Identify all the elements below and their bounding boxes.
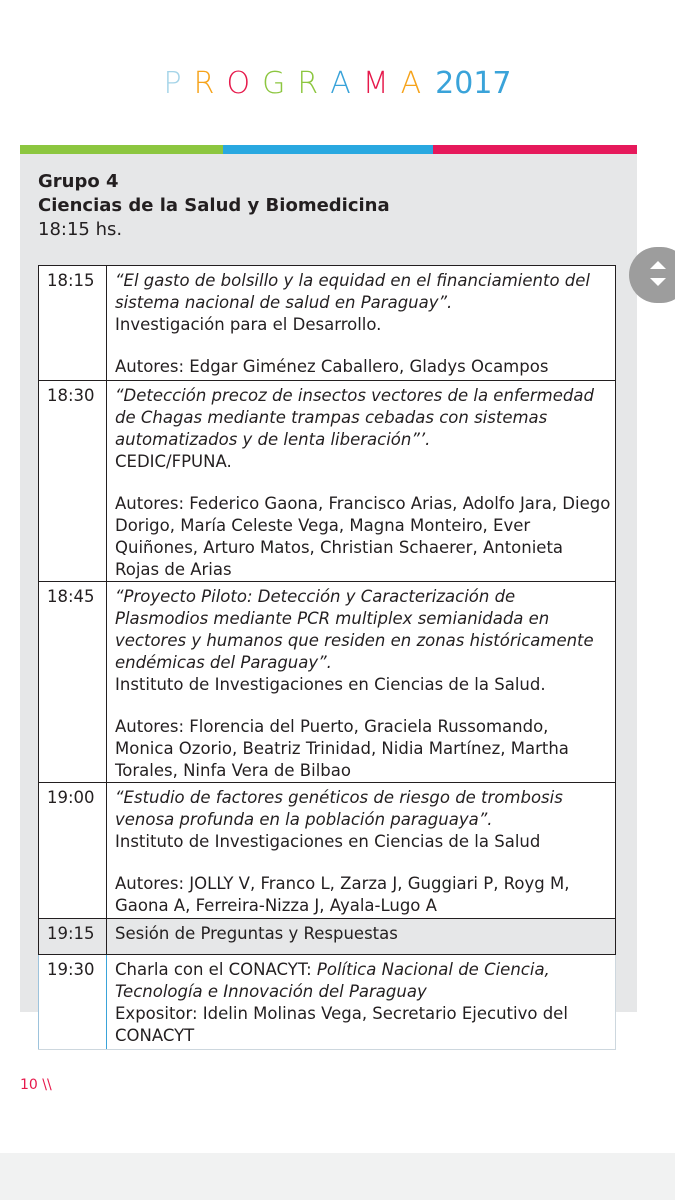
color-bar: [20, 145, 637, 154]
group-label: Grupo 4: [38, 171, 119, 192]
group-time: 18:15 hs.: [38, 219, 123, 240]
session-title: “Estudio de factores genéticos de riesgo de trombosis venosa profunda en la población paraguaya”.: [115, 788, 563, 829]
header-letter: A: [330, 66, 351, 101]
color-bar-pink: [433, 145, 637, 154]
session-time: 18:30: [39, 381, 107, 582]
header-letter: R: [297, 66, 319, 101]
header-letter: O: [226, 66, 251, 101]
session-time: 19:00: [39, 783, 107, 919]
chevron-up-icon[interactable]: [650, 261, 666, 269]
session-authors: [115, 716, 611, 782]
session-body: [107, 266, 616, 381]
session-org: CEDIC/FPUNA.: [115, 452, 232, 471]
session-row: [39, 783, 616, 919]
session-body: [107, 783, 616, 919]
header-letter: R: [193, 66, 215, 101]
talk-body: [107, 955, 616, 1050]
program-header: [0, 66, 675, 101]
session-time: 18:45: [39, 582, 107, 783]
qa-text: Sesión de Preguntas y Respuestas: [107, 919, 616, 955]
session-org: Instituto de Investigaciones en Ciencias de la Salud.: [115, 675, 546, 694]
header-year: 2017: [435, 66, 512, 101]
session-body: [107, 381, 616, 582]
page-number: 10 \\: [20, 1077, 52, 1093]
authors-list: Federico Gaona, Francisco Arias, Adolfo Jara, Diego Dorigo, María Celeste Vega, Magna Monteiro, Ever Quiñones, Arturo Matos, Christian Schaerer, Antonieta Rojas de Arias: [115, 494, 611, 579]
authors-label: Autores:: [115, 717, 185, 736]
authors-list: JOLLY V, Franco L, Zarza J, Guggiari P, Royg M, Gaona A, Ferreira-Nizza J, Ayala-Lugo A: [115, 874, 570, 915]
talk-speaker: Expositor: Idelin Molinas Vega, Secretario Ejecutivo del CONACYT: [115, 1004, 568, 1045]
footer-band: [0, 1153, 675, 1200]
authors-label: Autores:: [115, 357, 185, 376]
session-body: [107, 582, 616, 783]
color-bar-green: [20, 145, 223, 154]
authors-label: Autores:: [115, 874, 185, 893]
authors-list: Edgar Giménez Caballero, Gladys Ocampos: [184, 357, 549, 376]
header-letter: G: [262, 66, 286, 101]
session-title: “El gasto de bolsillo y la equidad en el financiamiento del sistema nacional de salud en Paraguay”.: [115, 271, 590, 312]
talk-time: 19:30: [39, 955, 107, 1050]
authors-list: Florencia del Puerto, Graciela Russomando, Monica Ozorio, Beatriz Trinidad, Nidia Martínez, Martha Torales, Ninfa Vera de Bilbao: [115, 717, 569, 780]
qa-time: 19:15: [39, 919, 107, 955]
talk-title: Política Nacional de Ciencia, Tecnología e Innovación del Paraguay: [115, 960, 550, 1001]
session-org: Instituto de Investigaciones en Ciencias de la Salud: [115, 832, 541, 851]
session-authors: [115, 356, 611, 378]
header-letter: A: [400, 66, 422, 101]
authors-label: Autores:: [115, 494, 185, 513]
session-org: Investigación para el Desarrollo.: [115, 315, 382, 334]
session-row: [39, 381, 616, 582]
qa-row: [39, 919, 616, 955]
header-letter: P: [163, 66, 182, 101]
header-letter: M: [362, 66, 389, 101]
schedule-table: [38, 265, 616, 1050]
session-title: “Proyecto Piloto: Detección y Caracterización de Plasmodios mediante PCR multiplex semianidada en vectores y humanos que residen en zonas históricamente endémicas del Paraguay”.: [115, 587, 594, 672]
session-row: [39, 582, 616, 783]
session-time: 18:15: [39, 266, 107, 381]
session-authors: [115, 493, 611, 581]
group-heading: [38, 170, 390, 242]
talk-heading: [115, 959, 611, 1003]
talk-prefix: Charla con el CONACYT:: [115, 960, 317, 979]
color-bar-blue: [223, 145, 433, 154]
chevron-down-icon[interactable]: [650, 278, 666, 286]
session-row: [39, 266, 616, 381]
session-authors: [115, 873, 611, 917]
session-title: “Detección precoz de insectos vectores de la enfermedad de Chagas mediante trampas cebadas con sistemas automatizados y de lenta liberación”’.: [115, 386, 594, 449]
talk-row: [39, 955, 616, 1050]
group-name: Ciencias de la Salud y Biomedicina: [38, 195, 390, 216]
